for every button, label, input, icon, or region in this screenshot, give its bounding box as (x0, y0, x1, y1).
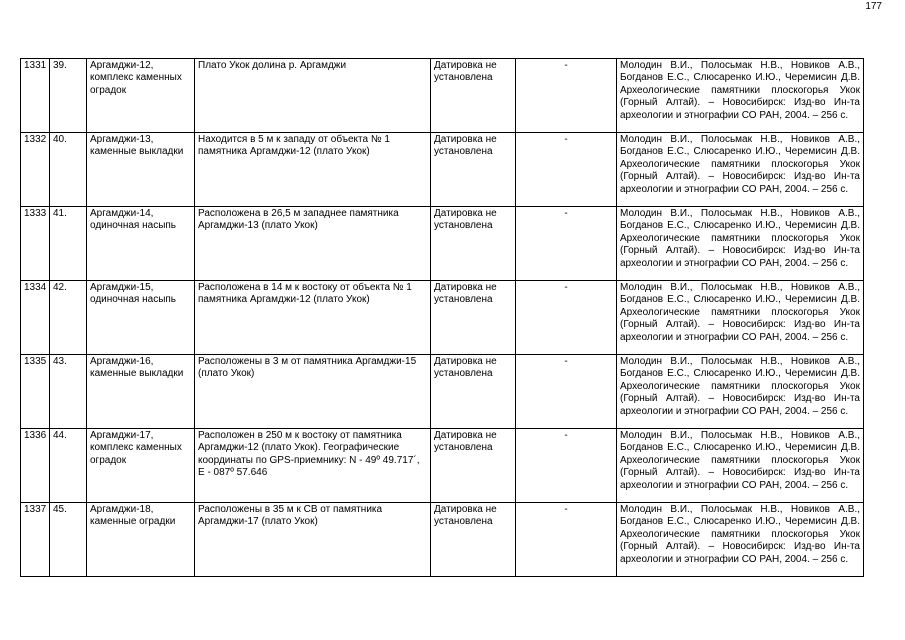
dating-cell: Датировка не установлена (431, 355, 516, 429)
location-cell: Расположен в 250 м к востоку от памятника Аргамджи-12 (плато Укок). Географические координаты по GPS-приемнику: N - 49º 49.717´, E - 087º 57.646 (195, 429, 431, 503)
dating-cell: Датировка не установлена (431, 429, 516, 503)
table-row (21, 281, 864, 355)
table-row (21, 355, 864, 429)
source-cell: Молодин В.И., Полосьмак Н.В., Новиков А.В., Богданов Е.С., Слюсаренко И.Ю., Черемисин Д.В. Археологические памятники плоскогорья Укок (Горный Алтай). – Новосибирск: Изд-во Ин-та археологии и этнографии СО РАН, 2004. – 256 с. (617, 429, 864, 503)
location-cell: Расположены в 3 м от памятника Аргамджи-15 (плато Укок) (195, 355, 431, 429)
source-cell: Молодин В.И., Полосьмак Н.В., Новиков А.В., Богданов Е.С., Слюсаренко И.Ю., Черемисин Д.В. Археологические памятники плоскогорья Укок (Горный Алтай). – Новосибирск: Изд-во Ин-та археологии и этнографии СО РАН, 2004. – 256 с. (617, 503, 864, 577)
monument-name-cell: Аргамджи-18, каменные оградки (87, 503, 195, 577)
table-row (21, 133, 864, 207)
page-number: 177 (865, 1, 882, 12)
status-cell: - (516, 503, 617, 577)
registry-number-cell: 1337 (21, 503, 50, 577)
location-cell: Плато Укок долина р. Аргамджи (195, 59, 431, 133)
dating-cell: Датировка не установлена (431, 503, 516, 577)
registry-number-cell: 1336 (21, 429, 50, 503)
table-row (21, 207, 864, 281)
monument-name-cell: Аргамджи-16, каменные выкладки (87, 355, 195, 429)
list-number-cell: 39. (50, 59, 87, 133)
source-cell: Молодин В.И., Полосьмак Н.В., Новиков А.В., Богданов Е.С., Слюсаренко И.Ю., Черемисин Д.В. Археологические памятники плоскогорья Укок (Горный Алтай). – Новосибирск: Изд-во Ин-та археологии и этнографии СО РАН, 2004. – 256 с. (617, 281, 864, 355)
location-cell: Находится в 5 м к западу от объекта № 1 памятника Аргамджи-12 (плато Укок) (195, 133, 431, 207)
table-row (21, 59, 864, 133)
table-row (21, 429, 864, 503)
dating-cell: Датировка не установлена (431, 281, 516, 355)
list-number-cell: 41. (50, 207, 87, 281)
source-cell: Молодин В.И., Полосьмак Н.В., Новиков А.В., Богданов Е.С., Слюсаренко И.Ю., Черемисин Д.В. Археологические памятники плоскогорья Укок (Горный Алтай). – Новосибирск: Изд-во Ин-та археологии и этнографии СО РАН, 2004. – 256 с. (617, 133, 864, 207)
monuments-table-body (21, 59, 864, 577)
list-number-cell: 40. (50, 133, 87, 207)
location-cell: Расположены в 35 м к СВ от памятника Аргамджи-17 (плато Укок) (195, 503, 431, 577)
dating-cell: Датировка не установлена (431, 133, 516, 207)
dating-cell: Датировка не установлена (431, 207, 516, 281)
source-cell: Молодин В.И., Полосьмак Н.В., Новиков А.В., Богданов Е.С., Слюсаренко И.Ю., Черемисин Д.В. Археологические памятники плоскогорья Укок (Горный Алтай). – Новосибирск: Изд-во Ин-та археологии и этнографии СО РАН, 2004. – 256 с. (617, 355, 864, 429)
table-row (21, 503, 864, 577)
status-cell: - (516, 429, 617, 503)
source-cell: Молодин В.И., Полосьмак Н.В., Новиков А.В., Богданов Е.С., Слюсаренко И.Ю., Черемисин Д.В. Археологические памятники плоскогорья Укок (Горный Алтай). – Новосибирск: Изд-во Ин-та археологии и этнографии СО РАН, 2004. – 256 с. (617, 59, 864, 133)
registry-number-cell: 1332 (21, 133, 50, 207)
location-cell: Расположена в 26,5 м западнее памятника Аргамджи-13 (плато Укок) (195, 207, 431, 281)
monument-name-cell: Аргамджи-12, комплекс каменных оградок (87, 59, 195, 133)
location-cell: Расположена в 14 м к востоку от объекта № 1 памятника Аргамджи-12 (плато Укок) (195, 281, 431, 355)
registry-number-cell: 1335 (21, 355, 50, 429)
monument-name-cell: Аргамджи-14, одиночная насыпь (87, 207, 195, 281)
registry-number-cell: 1331 (21, 59, 50, 133)
registry-number-cell: 1334 (21, 281, 50, 355)
status-cell: - (516, 133, 617, 207)
list-number-cell: 45. (50, 503, 87, 577)
status-cell: - (516, 59, 617, 133)
dating-cell: Датировка не установлена (431, 59, 516, 133)
status-cell: - (516, 355, 617, 429)
list-number-cell: 42. (50, 281, 87, 355)
monuments-table (20, 58, 864, 577)
list-number-cell: 43. (50, 355, 87, 429)
source-cell: Молодин В.И., Полосьмак Н.В., Новиков А.В., Богданов Е.С., Слюсаренко И.Ю., Черемисин Д.В. Археологические памятники плоскогорья Укок (Горный Алтай). – Новосибирск: Изд-во Ин-та археологии и этнографии СО РАН, 2004. – 256 с. (617, 207, 864, 281)
monument-name-cell: Аргамджи-15, одиночная насыпь (87, 281, 195, 355)
status-cell: - (516, 281, 617, 355)
list-number-cell: 44. (50, 429, 87, 503)
monument-name-cell: Аргамджи-13, каменные выкладки (87, 133, 195, 207)
registry-number-cell: 1333 (21, 207, 50, 281)
status-cell: - (516, 207, 617, 281)
monument-name-cell: Аргамджи-17, комплекс каменных оградок (87, 429, 195, 503)
